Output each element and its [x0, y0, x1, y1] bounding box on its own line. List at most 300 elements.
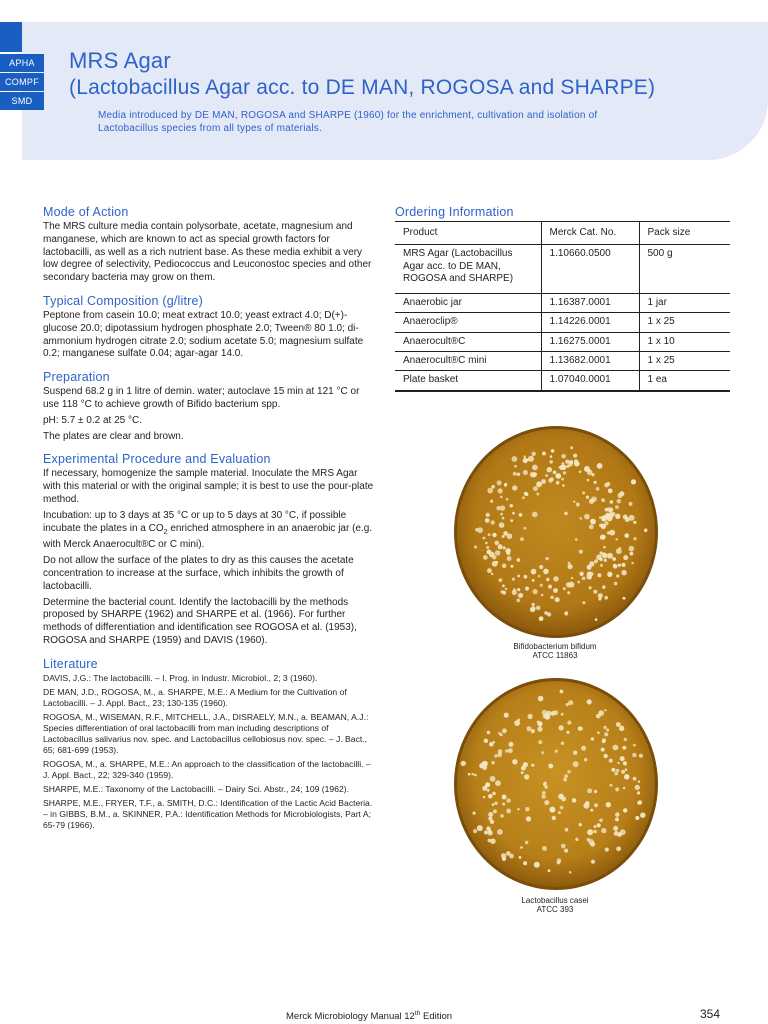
colony-dot	[514, 465, 517, 468]
colony-dot	[541, 751, 544, 754]
colony-dot	[547, 612, 551, 616]
colony-dot	[568, 564, 573, 569]
colony-dot	[576, 503, 580, 507]
colony-dot	[537, 727, 542, 732]
colony-dot	[545, 474, 548, 477]
literature-heading: Literature	[43, 656, 98, 671]
colony-dot	[531, 729, 535, 733]
colony-dot	[602, 552, 607, 557]
colony-dot	[514, 720, 520, 726]
colony-dot	[532, 452, 536, 456]
colony-dot	[629, 546, 635, 552]
colony-dot	[589, 499, 594, 504]
colony-dot	[553, 588, 558, 593]
colony-dot	[544, 800, 549, 805]
colony-dot	[512, 485, 517, 490]
colony-dot	[492, 555, 496, 559]
colony-dot	[505, 548, 510, 553]
petri-dish-photo-lactobacillus	[453, 677, 659, 891]
colony-dot	[492, 803, 495, 806]
colony-dot	[553, 471, 557, 475]
header-accent-bar	[0, 22, 22, 52]
colony-dot	[503, 546, 506, 549]
colony-dot	[613, 745, 619, 751]
colony-dot	[619, 547, 622, 550]
colony-dot	[550, 460, 553, 463]
tag-smd: SMD	[0, 92, 44, 110]
colony-dot	[635, 785, 640, 790]
colony-dot	[615, 787, 619, 791]
colony-dot	[633, 537, 636, 540]
colony-dot	[512, 759, 517, 764]
colony-dot	[617, 499, 622, 504]
colony-dot	[528, 456, 534, 462]
colony-dot	[617, 762, 619, 764]
colony-dot	[523, 861, 527, 865]
colony-dot	[613, 826, 618, 831]
colony-dot	[526, 816, 531, 821]
colony-dot	[625, 517, 630, 522]
colony-dot	[605, 848, 609, 852]
colony-dot	[608, 488, 613, 493]
colony-dot	[543, 783, 546, 786]
footer-manual-title: Merck Microbiology Manual 12	[286, 1011, 415, 1023]
colony-dot	[589, 525, 594, 530]
colony-dot	[580, 517, 583, 520]
colony-dot	[582, 577, 586, 581]
colony-dot	[508, 748, 513, 753]
colony-dot	[473, 812, 476, 815]
cell-product: Anaerocult®C mini	[395, 352, 541, 371]
colony-dot	[488, 817, 492, 821]
colony-dot	[587, 479, 590, 482]
colony-dot	[471, 773, 474, 776]
colony-dot	[485, 518, 488, 521]
colony-dot	[615, 514, 620, 519]
colony-dot	[523, 470, 528, 475]
colony-dot	[512, 512, 515, 515]
colony-dot	[604, 483, 609, 488]
colony-dot	[616, 722, 621, 727]
colony-dot	[617, 832, 622, 837]
colony-dot	[491, 520, 495, 524]
colony-dot	[559, 466, 562, 469]
colony-dot	[567, 591, 570, 594]
colony-dot	[573, 751, 577, 755]
colony-dot	[488, 828, 491, 831]
cell-pack-size: 1 jar	[639, 294, 730, 313]
colony-dot	[492, 533, 496, 537]
colony-dot	[614, 772, 618, 776]
literature-ref: DE MAN, J.D., ROGOSA, M., a. SHARPE, M.E.: A Medium for the Cultivation of Lactobacilli. – J. Appl. Bact., 23; 130-135 (1960).	[43, 686, 347, 708]
colony-dot	[509, 854, 514, 859]
colony-dot	[543, 713, 548, 718]
colony-dot	[461, 761, 466, 766]
colony-dot	[566, 731, 569, 734]
cell-product: Anaeroclip®	[395, 313, 541, 332]
colony-dot	[604, 521, 608, 525]
colony-dot	[487, 488, 493, 494]
colony-dot	[591, 737, 594, 740]
colony-dot	[542, 846, 547, 851]
colony-dot	[579, 470, 582, 473]
colony-dot	[539, 565, 543, 569]
colony-dot	[597, 823, 601, 827]
colony-dot	[555, 597, 560, 602]
colony-dot	[573, 761, 579, 767]
colony-dot	[477, 825, 483, 831]
colony-dot	[630, 552, 634, 556]
colony-dot	[594, 790, 597, 793]
colony-dot	[563, 471, 566, 474]
colony-dot	[638, 781, 640, 783]
colony-dot	[597, 573, 601, 577]
table-row	[395, 352, 730, 371]
colony-dot	[484, 739, 488, 743]
colony-dot	[591, 860, 595, 864]
colony-dot	[599, 558, 602, 561]
colony-dot	[594, 825, 597, 828]
colony-dot	[508, 742, 513, 747]
colony-dot	[541, 594, 544, 597]
colony-dot	[564, 512, 568, 516]
literature-ref: SHARPE, M.E.: Taxonomy of the Lactobacilli. – Dairy Sci. Abstr., 24; 109 (1962).	[43, 783, 350, 794]
colony-dot	[633, 744, 636, 747]
colony-dot	[500, 496, 503, 499]
colony-dot	[631, 479, 636, 484]
colony-dot	[498, 488, 503, 493]
table-header-row	[395, 222, 730, 245]
colony-dot	[567, 770, 570, 773]
colony-dot	[620, 756, 625, 761]
colony-dot	[631, 562, 634, 565]
colony-dot	[609, 512, 614, 517]
procedure-paragraph-4: Determine the bacterial count. Identify the lactobacilli by the methods proposed by SHARPE (1962) and SHARPE et al. (1966). For further methods of differentiation and identification see ROGOSA et al. (1953), ROGOSA and SHARPE (1959) and DAVIS (1960).	[43, 596, 357, 646]
plate-caption-strain: ATCC 393	[536, 905, 574, 914]
colony-dot	[561, 454, 566, 459]
colony-dot	[524, 575, 528, 579]
colony-dot	[512, 456, 518, 462]
colony-dot	[587, 572, 593, 578]
colony-dot	[560, 690, 564, 694]
colony-dot	[548, 764, 553, 769]
colony-dot	[587, 788, 592, 793]
colony-dot	[594, 803, 598, 807]
colony-dot	[615, 817, 619, 821]
colony-dot	[597, 731, 600, 734]
colony-dot	[502, 535, 505, 538]
colony-dot	[610, 784, 613, 787]
colony-dot	[561, 713, 564, 716]
colony-dot	[510, 504, 513, 507]
colony-dot	[571, 577, 573, 579]
mode-of-action-text: The MRS culture media contain polysorbate, acetate, magnesium and manganese, which are known to act as special growth factors for lactobacilli, as well as a rich nutrient base. As these media exhibit a very low degree of selectivity, Pediococcus and Leuconostoc species and other secondary bacteria may grow on them.	[43, 221, 372, 284]
colony-dot	[546, 578, 549, 581]
colony-dot	[507, 556, 512, 561]
literature-ref: DAVIS, J.G.: The lactobacilli. – I. Prog. in Industr. Microbiol., 2; 3 (1960).	[43, 672, 318, 683]
colony-dot	[608, 554, 612, 558]
colony-dot	[622, 563, 626, 567]
colony-dot	[538, 575, 541, 578]
plate-caption-bifidobacterium	[480, 642, 630, 660]
colony-dot	[526, 726, 531, 731]
colony-dot	[574, 459, 578, 463]
colony-dot	[573, 454, 577, 458]
colony-dot	[586, 496, 589, 499]
colony-dot	[530, 607, 535, 612]
colony-dot	[590, 842, 595, 847]
colony-dot	[601, 828, 606, 833]
footer-edition: Edition	[420, 1011, 453, 1023]
footer-superscript: th	[414, 1010, 421, 1017]
colony-dot	[613, 564, 617, 568]
colony-dot	[616, 769, 619, 772]
colony-dot	[488, 794, 493, 799]
colony-dot	[502, 857, 506, 861]
colony-dot	[536, 606, 541, 611]
colony-dot	[532, 579, 535, 582]
colony-dot	[522, 496, 525, 499]
colony-dot	[633, 777, 637, 781]
cell-product: Anaerocult®C	[395, 332, 541, 351]
colony-dot	[525, 807, 529, 811]
footer-text	[286, 1010, 452, 1022]
colony-dot	[490, 776, 496, 782]
cell-pack-size: 1 x 10	[639, 332, 730, 351]
co2-subscript: 2	[163, 528, 168, 536]
left-column	[43, 205, 376, 834]
colony-dot	[639, 754, 643, 758]
colony-dot	[598, 593, 603, 598]
colony-dot	[615, 505, 619, 509]
intro-line-1: Media introduced by DE MAN, ROGOSA and SHARPE (1960) for the enrichment, cultivation and isolation of	[98, 110, 598, 121]
page-subtitle: (Lactobacillus Agar acc. to DE MAN, ROGOSA and SHARPE)	[69, 76, 656, 99]
colony-dot	[541, 479, 546, 484]
colony-dot	[553, 710, 558, 715]
colony-dot	[615, 812, 620, 817]
intro-text	[98, 110, 658, 135]
colony-dot	[556, 481, 560, 485]
colony-dot	[594, 481, 597, 484]
colony-dot	[638, 800, 642, 804]
colony-dot	[486, 546, 489, 549]
colony-dot	[518, 593, 523, 598]
colony-dot	[560, 806, 564, 810]
colony-dot	[585, 801, 589, 805]
table-row	[395, 245, 730, 294]
colony-dot	[622, 746, 626, 750]
colony-dot	[520, 846, 523, 849]
colony-dot	[487, 568, 492, 573]
colony-dot	[498, 544, 503, 549]
colony-dot	[604, 754, 608, 758]
colony-dot	[558, 811, 561, 814]
colony-dot	[506, 798, 510, 802]
colony-dot	[561, 742, 564, 745]
right-column	[395, 205, 730, 392]
colony-dot	[609, 759, 613, 763]
colony-dot	[573, 501, 575, 503]
colony-dot	[526, 587, 529, 590]
colony-dot	[540, 584, 543, 587]
colony-dot	[547, 467, 552, 472]
colony-dot	[575, 538, 578, 541]
colony-dot	[617, 493, 622, 498]
colony-dot	[561, 844, 566, 849]
colony-dot	[501, 590, 504, 593]
colony-dot	[621, 770, 625, 774]
colony-dot	[548, 478, 553, 483]
colony-dot	[517, 575, 520, 578]
colony-dot	[587, 469, 590, 472]
colony-dot	[603, 546, 606, 549]
colony-dot	[644, 529, 648, 533]
colony-dot	[600, 535, 605, 540]
colony-dot	[533, 589, 538, 594]
colony-dot	[495, 550, 501, 556]
colony-dot	[517, 588, 520, 591]
colony-dot	[640, 813, 645, 818]
colony-dot	[595, 618, 598, 621]
ordering-heading: Ordering Information	[395, 205, 514, 219]
colony-dot	[536, 493, 539, 496]
composition-heading: Typical Composition (g/litre)	[43, 293, 204, 308]
colony-dot	[624, 533, 629, 538]
colony-dot	[624, 774, 630, 780]
colony-dot	[500, 733, 503, 736]
colony-dot	[531, 569, 537, 575]
colony-dot	[565, 828, 569, 832]
cell-cat-no: 1.14226.0001	[541, 313, 639, 332]
preparation-text: Suspend 68.2 g in 1 litre of demin. water; autoclave 15 min at 121 °C or use 118 °C to achieve growth of Bifido bacterium spp.	[43, 386, 360, 410]
colony-dot	[520, 537, 524, 541]
colony-dot	[589, 586, 592, 589]
page-title: MRS Agar	[69, 48, 171, 73]
colony-dot	[502, 517, 505, 520]
colony-dot	[611, 768, 615, 772]
cell-product: Plate basket	[395, 371, 541, 391]
colony-dot	[623, 555, 628, 560]
colony-dot	[519, 513, 523, 517]
colony-dot	[575, 838, 578, 841]
colony-dot	[572, 798, 577, 803]
tag-apha: APHA	[0, 54, 44, 72]
colony-dot	[502, 564, 507, 569]
colony-dot	[502, 795, 507, 800]
colony-dot	[474, 774, 477, 777]
cell-pack-size: 500 g	[639, 245, 730, 294]
colony-dot	[553, 576, 558, 581]
colony-dot	[568, 562, 571, 565]
colony-dot	[500, 814, 504, 818]
cell-cat-no: 1.16387.0001	[541, 294, 639, 313]
table-row	[395, 332, 730, 351]
colony-dot	[504, 713, 509, 718]
colony-dot	[558, 794, 564, 800]
colony-dot	[532, 603, 535, 606]
colony-dot	[495, 780, 501, 786]
colony-dot	[604, 709, 606, 711]
cell-cat-no: 1.10660.0500	[541, 245, 639, 294]
colony-dot	[555, 473, 561, 479]
colony-dot	[607, 531, 610, 534]
colony-dot	[604, 596, 608, 600]
colony-dot	[558, 725, 563, 730]
procedure-paragraph-2	[43, 510, 376, 552]
colony-dot	[602, 585, 605, 588]
table-row	[395, 371, 730, 391]
colony-dot	[555, 750, 558, 753]
colony-dot	[635, 816, 639, 820]
ordering-table	[395, 221, 730, 392]
colony-dot	[510, 565, 513, 568]
table-row	[395, 294, 730, 313]
colony-dot	[506, 809, 511, 814]
colony-dot	[512, 590, 517, 595]
colony-dot	[602, 739, 606, 743]
colony-dot	[603, 726, 606, 729]
colony-dot	[484, 831, 488, 835]
table-row	[395, 313, 730, 332]
plate-caption-lactobacillus	[480, 896, 630, 914]
colony-dot	[487, 550, 492, 555]
colony-dot	[528, 714, 533, 719]
colony-dot	[623, 597, 626, 600]
cell-cat-no: 1.13682.0001	[541, 352, 639, 371]
colony-dot	[564, 849, 568, 853]
colony-dot	[618, 564, 621, 567]
colony-dot	[533, 486, 538, 491]
colony-dot	[623, 787, 625, 789]
colony-dot	[623, 808, 627, 812]
colony-dot	[542, 452, 546, 456]
colony-dot	[551, 449, 555, 453]
colony-dot	[517, 808, 519, 810]
colony-dot	[628, 502, 632, 506]
cell-pack-size: 1 x 25	[639, 352, 730, 371]
colony-dot	[483, 796, 485, 798]
colony-dot	[539, 616, 544, 621]
colony-dot	[624, 738, 627, 741]
colony-dot	[548, 869, 551, 872]
colony-dot	[584, 514, 590, 520]
colony-dot	[532, 512, 538, 518]
colony-dot	[486, 513, 490, 517]
colony-dot	[512, 578, 515, 581]
colony-dot	[502, 584, 505, 587]
colony-dot	[590, 809, 593, 812]
colony-dot	[524, 527, 527, 530]
colony-dot	[488, 533, 491, 536]
literature-ref: ROGOSA, M., WISEMAN, R.F., MITCHELL, J.A., DISRAELY, M.N., a. BEAMAN, A.J.: Species differentiation of oral lactobacilli from man including descriptions of Lactobacillus salivarius nov. spec. and Lactobacillus cellobiosus nov. spec. – J. Bact., 65; 681-699 (1953).	[43, 711, 369, 755]
colony-dot	[538, 740, 542, 744]
colony-dot	[557, 861, 561, 865]
colony-dot	[533, 472, 537, 476]
colony-dot	[521, 771, 524, 774]
colony-dot	[499, 578, 503, 582]
colony-dot	[582, 491, 585, 494]
petri-dish-photo-bifidobacterium	[453, 425, 659, 639]
colony-dot	[493, 810, 497, 814]
colony-dot	[615, 538, 618, 541]
colony-dot	[468, 773, 471, 776]
cell-product: Anaerobic jar	[395, 294, 541, 313]
colony-dot	[598, 710, 604, 716]
colony-dot	[599, 819, 603, 823]
colony-dot	[519, 856, 522, 859]
colony-dot	[488, 812, 493, 817]
colony-dot	[604, 732, 608, 736]
